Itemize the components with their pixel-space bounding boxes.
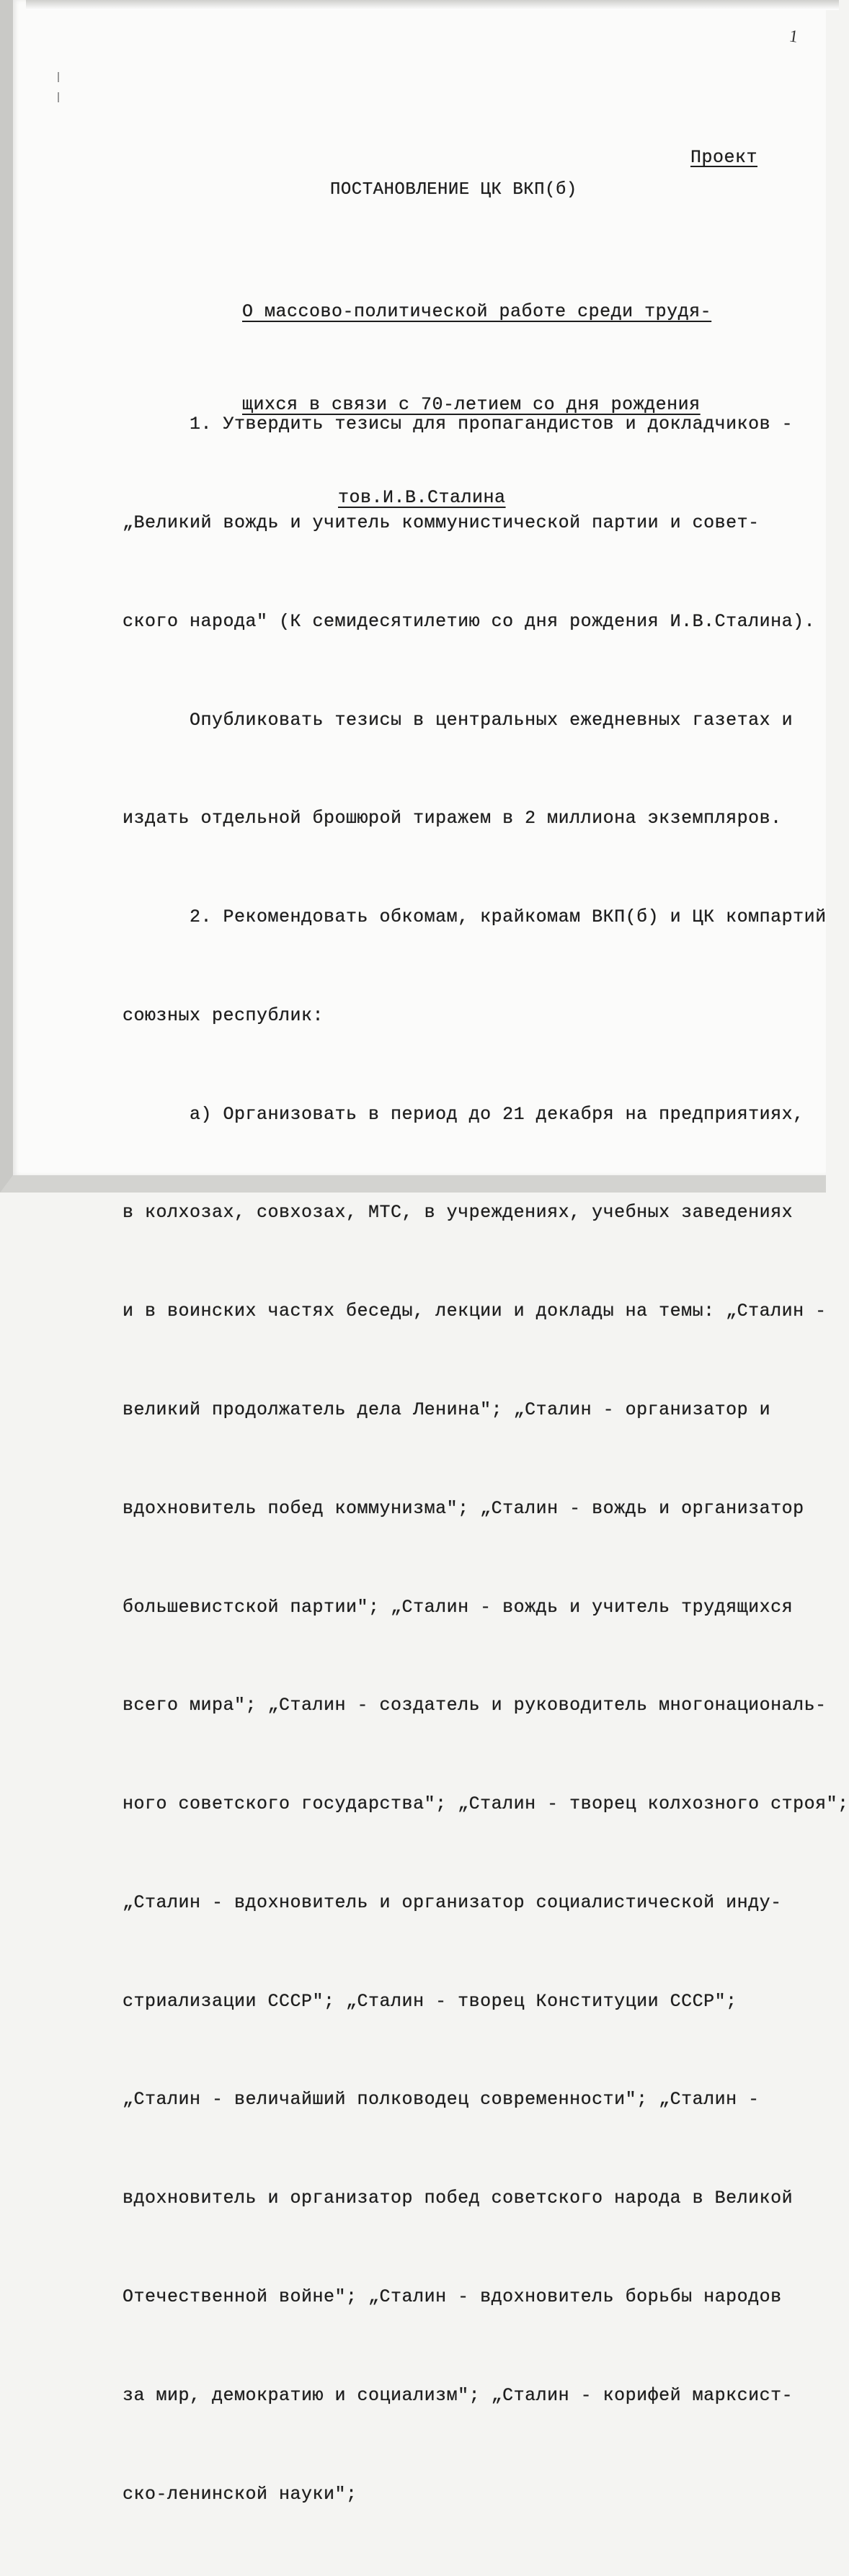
body-line: „Сталин - величайший полководец современности"; „Сталин - [123,2089,760,2111]
body-line: Опубликовать тезисы в центральных ежедневных газетах и [123,709,794,731]
body-line: великий продолжатель дела Ленина"; „Сталин - организатор и [123,1399,771,1420]
body-line: за мир, демократию и социализм"; „Сталин - корифей марксист- [123,2384,794,2406]
document-title: ПОСТАНОВЛЕНИЕ ЦК ВКП(б) [330,180,577,200]
body-line: „Великий вождь и учитель коммунистической партии и совет- [123,512,760,533]
margin-mark [58,92,59,102]
body-line: а) Организовать в период до 21 декабря на предприятиях, [123,1103,804,1125]
body-line: Отечественной войне"; „Сталин - вдохновитель борьбы народов [123,2286,782,2308]
subject-line: О массово-политической работе среди трудя- [242,301,712,322]
body-line: издать отдельной брошюрой тиражем в 2 миллиона экземпляров. [123,808,782,829]
body-line: вдохновитель побед коммунизма"; „Сталин - вождь и организатор [123,1497,804,1519]
body-line: союзных республик: [123,1004,324,1026]
body-line: „Сталин - вдохновитель и организатор социалистической инду- [123,1891,782,1913]
body-line: 1. Утвердить тезисы для пропагандистов и докладчиков - [123,414,794,435]
margin-mark [58,72,59,82]
body-line: 2. Рекомендовать обкомам, крайкомам ВКП(б) и ЦК компартий [123,906,827,928]
body-line: стриализации СССР"; „Сталин - творец Конституции СССР"; [123,1990,737,2012]
draft-label: Проект [690,147,758,168]
body-line: ского народа" (К семидесятилетию со дня рождения И.В.Сталина). [123,610,816,632]
body-line: всего мира"; „Сталин - создатель и руководитель многонациональ- [123,1695,827,1716]
body-line: в колхозах, совхозах, МТС, в учреждениях, учебных заведениях [123,1202,794,1224]
body-line: вдохновитель и организатор побед советского народа в Великой [123,2188,794,2209]
body-line: ско-ленинской науки"; [123,2483,357,2505]
page-top-edge [26,0,839,10]
subject-line: щихся в связи с 70-летием со дня рождения [242,394,701,415]
body-line: ного советского государства"; „Сталин - творец колхозного строя"; [123,1793,849,1815]
body-line: и в воинских частях беседы, лекции и доклады на темы: „Сталин - [123,1301,827,1322]
subject-line: тов.И.В.Сталина [338,487,506,508]
page-number: 1 [788,27,799,47]
body-line: большевистской партии"; „Сталин - вождь и учитель трудящихся [123,1596,794,1618]
document-body [123,342,849,2576]
